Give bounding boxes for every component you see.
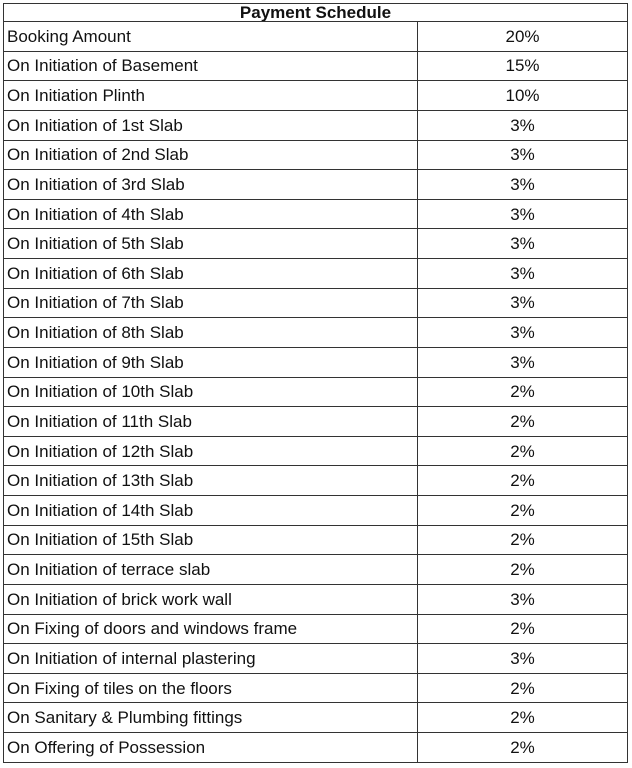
payment-stage-cell: On Initiation of 6th Slab	[4, 259, 418, 289]
payment-percent-cell: 3%	[418, 110, 628, 140]
payment-percent-cell: 3%	[418, 229, 628, 259]
table-row	[4, 407, 628, 437]
payment-percent-cell: 10%	[418, 81, 628, 111]
table-row	[4, 525, 628, 555]
table-row	[4, 199, 628, 229]
payment-stage-cell: On Initiation of 15th Slab	[4, 525, 418, 555]
payment-percent-cell: 2%	[418, 525, 628, 555]
payment-percent-cell: 20%	[418, 22, 628, 52]
table-row	[4, 318, 628, 348]
payment-stage-cell: On Fixing of tiles on the floors	[4, 673, 418, 703]
payment-stage-cell: On Initiation of 8th Slab	[4, 318, 418, 348]
payment-stage-cell: On Initiation of 12th Slab	[4, 436, 418, 466]
payment-percent-cell: 2%	[418, 496, 628, 526]
payment-percent-cell: 2%	[418, 733, 628, 763]
payment-percent-cell: 2%	[418, 703, 628, 733]
table-row	[4, 81, 628, 111]
payment-stage-cell: On Initiation Plinth	[4, 81, 418, 111]
table-row	[4, 614, 628, 644]
payment-percent-cell: 2%	[418, 466, 628, 496]
payment-stage-cell: On Initiation of terrace slab	[4, 555, 418, 585]
payment-stage-cell: On Initiation of internal plastering	[4, 644, 418, 674]
payment-percent-cell: 2%	[418, 555, 628, 585]
payment-percent-cell: 2%	[418, 436, 628, 466]
table-row	[4, 140, 628, 170]
payment-percent-cell: 3%	[418, 584, 628, 614]
payment-percent-cell: 3%	[418, 318, 628, 348]
payment-stage-cell: On Initiation of 3rd Slab	[4, 170, 418, 200]
table-row	[4, 466, 628, 496]
payment-stage-cell: On Initiation of 1st Slab	[4, 110, 418, 140]
payment-stage-cell: On Initiation of 7th Slab	[4, 288, 418, 318]
table-row	[4, 644, 628, 674]
table-row	[4, 496, 628, 526]
payment-stage-cell: On Initiation of 9th Slab	[4, 347, 418, 377]
payment-stage-cell: On Initiation of 5th Slab	[4, 229, 418, 259]
table-title: Payment Schedule	[4, 4, 628, 22]
payment-stage-cell: On Initiation of 14th Slab	[4, 496, 418, 526]
payment-schedule-table	[3, 3, 628, 763]
payment-percent-cell: 3%	[418, 199, 628, 229]
payment-stage-cell: On Fixing of doors and windows frame	[4, 614, 418, 644]
table-row	[4, 733, 628, 763]
payment-percent-cell: 2%	[418, 673, 628, 703]
table-row	[4, 170, 628, 200]
payment-stage-cell: On Initiation of Basement	[4, 51, 418, 81]
table-row	[4, 555, 628, 585]
payment-percent-cell: 3%	[418, 288, 628, 318]
payment-percent-cell: 2%	[418, 614, 628, 644]
table-body	[4, 22, 628, 763]
payment-stage-cell: Booking Amount	[4, 22, 418, 52]
table-row	[4, 673, 628, 703]
payment-percent-cell: 3%	[418, 644, 628, 674]
table-row	[4, 377, 628, 407]
payment-stage-cell: On Initiation of 10th Slab	[4, 377, 418, 407]
payment-percent-cell: 15%	[418, 51, 628, 81]
payment-stage-cell: On Initiation of 13th Slab	[4, 466, 418, 496]
table-row	[4, 110, 628, 140]
table-row	[4, 288, 628, 318]
payment-schedule-container	[3, 3, 627, 763]
table-row	[4, 703, 628, 733]
table-row	[4, 259, 628, 289]
table-row	[4, 347, 628, 377]
payment-percent-cell: 3%	[418, 259, 628, 289]
payment-stage-cell: On Initiation of 2nd Slab	[4, 140, 418, 170]
payment-stage-cell: On Sanitary & Plumbing fittings	[4, 703, 418, 733]
payment-percent-cell: 2%	[418, 377, 628, 407]
payment-percent-cell: 2%	[418, 407, 628, 437]
payment-percent-cell: 3%	[418, 347, 628, 377]
payment-stage-cell: On Initiation of 4th Slab	[4, 199, 418, 229]
table-header-row	[4, 4, 628, 22]
table-row	[4, 436, 628, 466]
payment-percent-cell: 3%	[418, 170, 628, 200]
payment-stage-cell: On Initiation of brick work wall	[4, 584, 418, 614]
table-row	[4, 584, 628, 614]
table-row	[4, 22, 628, 52]
payment-percent-cell: 3%	[418, 140, 628, 170]
payment-stage-cell: On Initiation of 11th Slab	[4, 407, 418, 437]
table-row	[4, 229, 628, 259]
table-row	[4, 51, 628, 81]
payment-stage-cell: On Offering of Possession	[4, 733, 418, 763]
